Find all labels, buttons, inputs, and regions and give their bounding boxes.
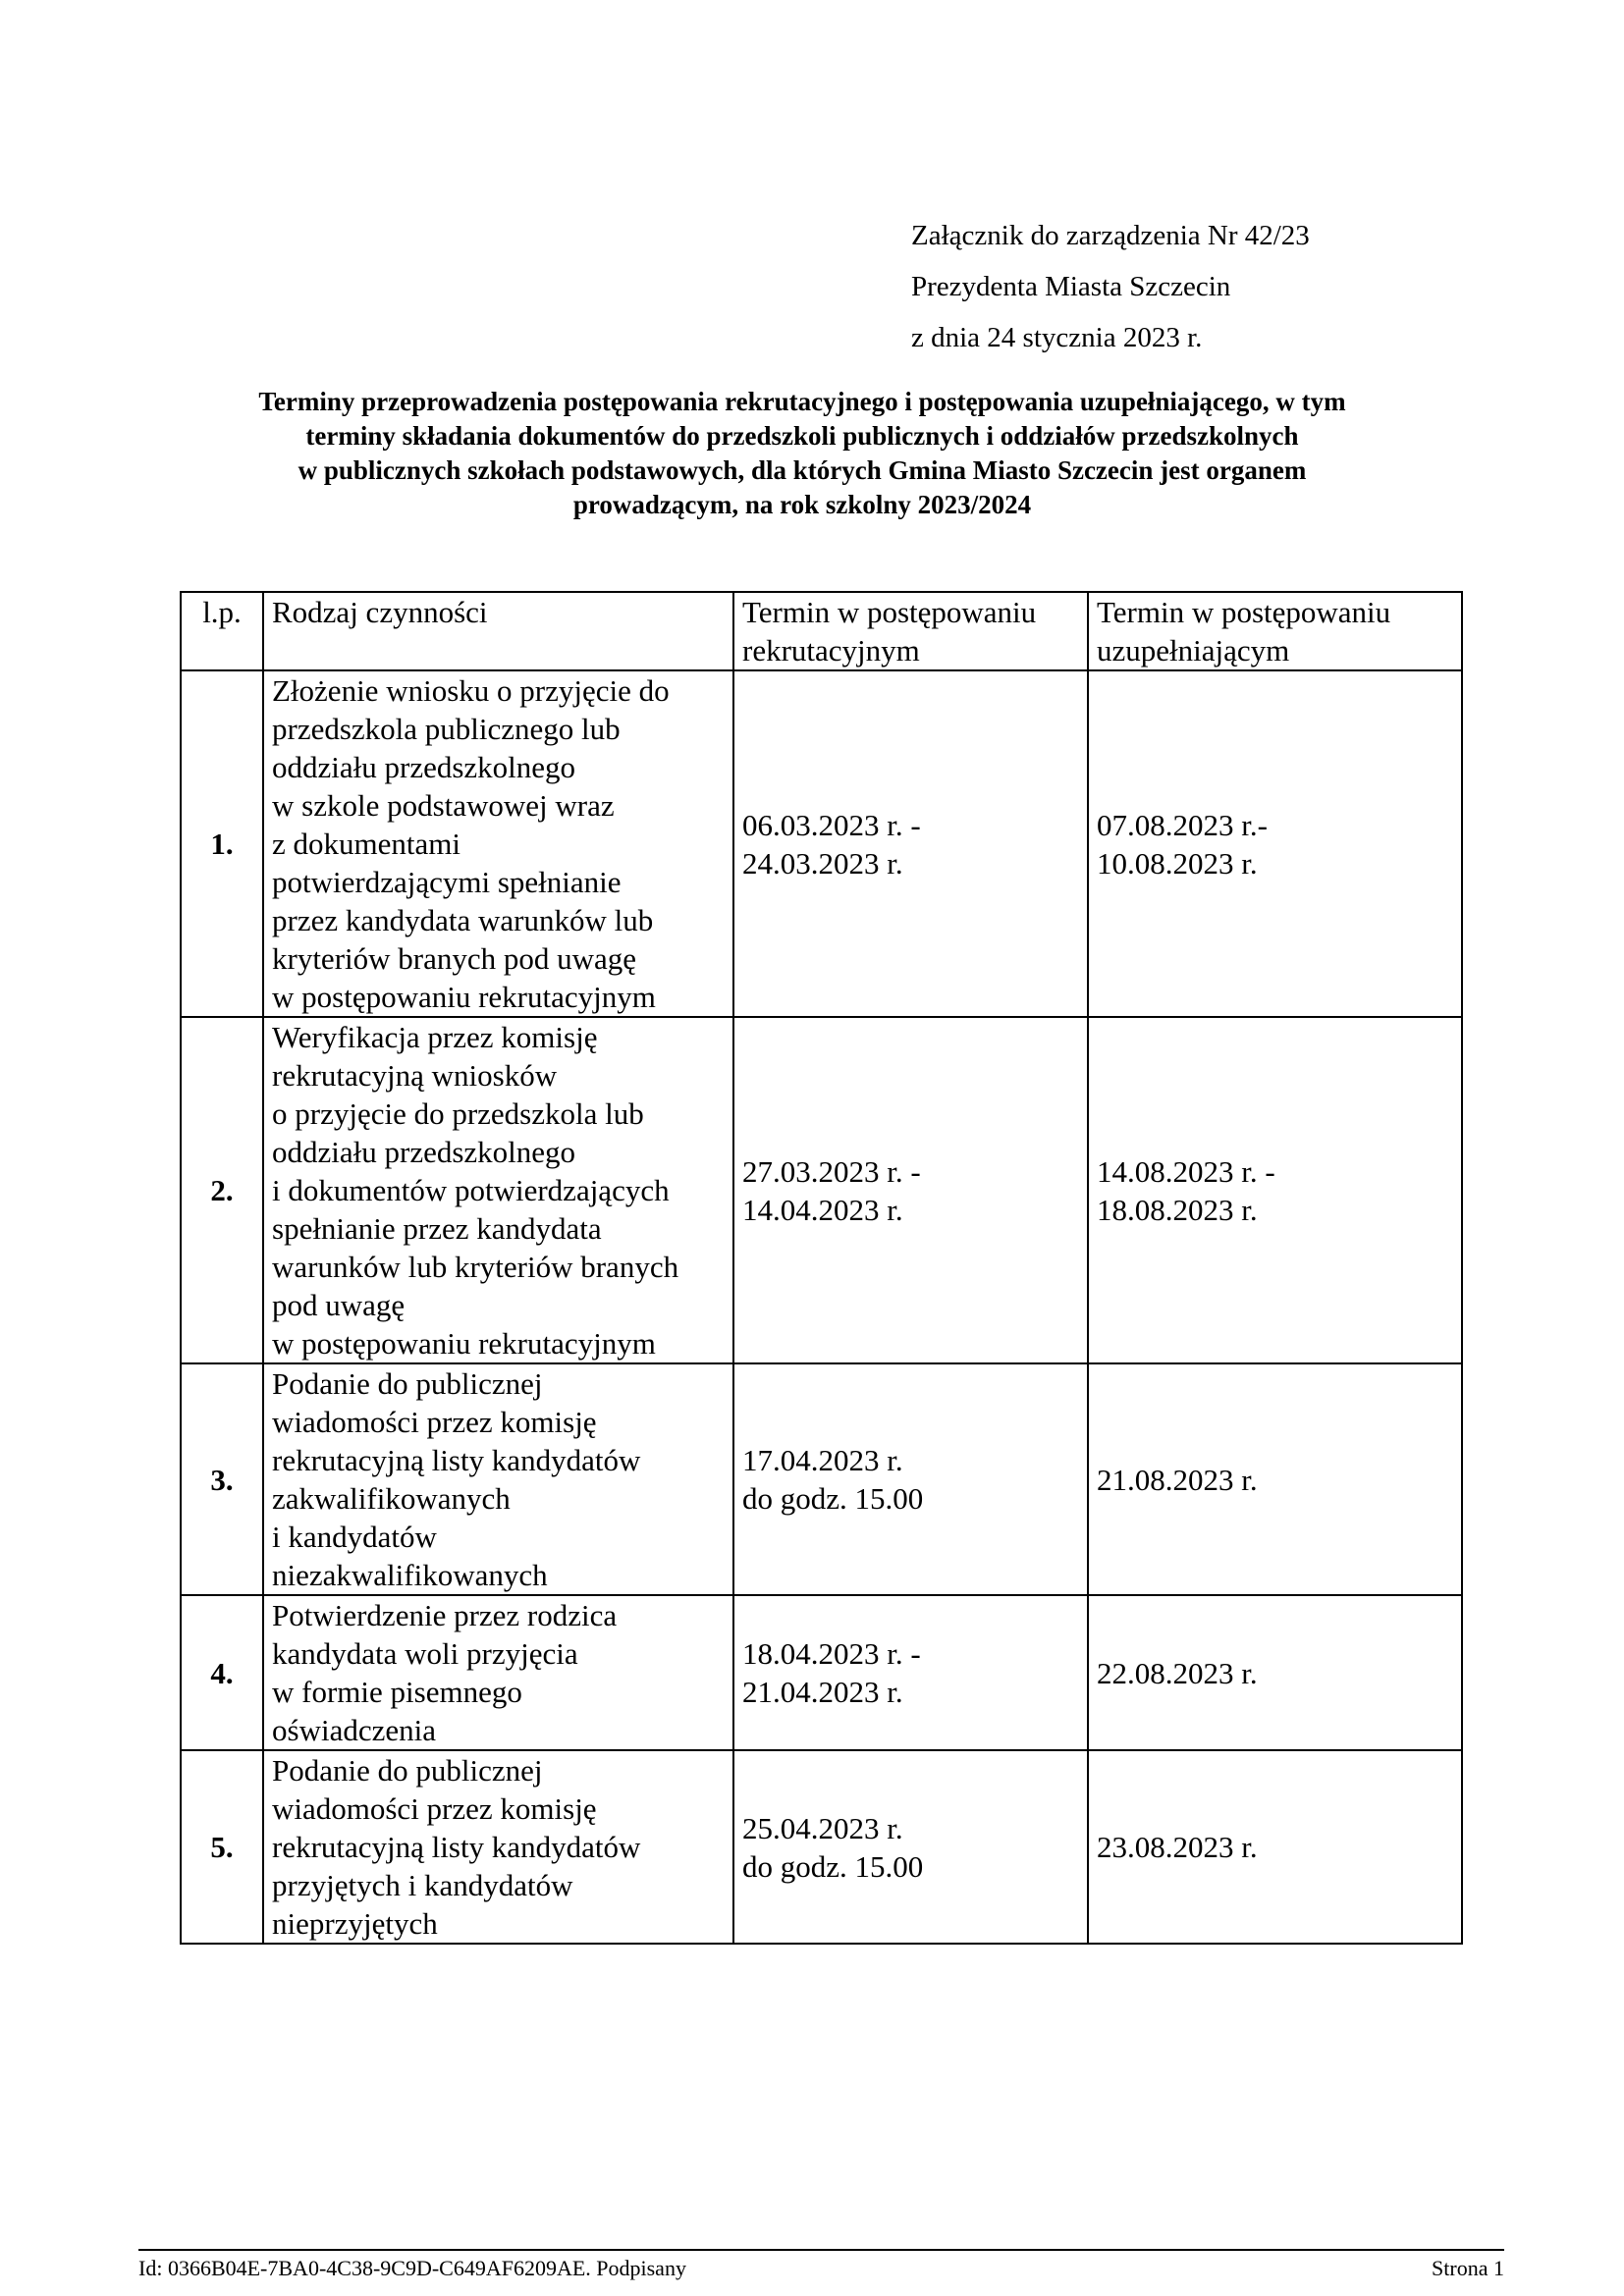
activity-line: przedszkola publicznego lub — [272, 712, 621, 746]
activity-line: przyjętych i kandydatów — [272, 1868, 573, 1902]
activity-line: przez kandydata warunków lub — [272, 903, 654, 937]
activity-line: pod uwagę — [272, 1288, 406, 1322]
activity-line: oddziału przedszkolnego — [272, 750, 576, 784]
supplementary-date-line: 22.08.2023 r. — [1097, 1655, 1258, 1690]
activity-cell — [263, 1017, 733, 1363]
activity-line: Złożenie wniosku o przyjęcie do — [272, 673, 670, 708]
recruitment-date-line: 21.04.2023 r. — [742, 1675, 903, 1709]
activity-line: w postępowaniu rekrutacyjnym — [272, 980, 656, 1014]
recruitment-date-line: 27.03.2023 r. - — [742, 1153, 921, 1189]
attachment-header — [911, 210, 1310, 363]
recruitment-date-line: 14.04.2023 r. — [742, 1192, 903, 1227]
activity-line: i kandydatów — [272, 1520, 437, 1554]
activity-line: niezakwalifikowanych — [272, 1558, 548, 1592]
header-supplementary — [1088, 592, 1462, 670]
recruitment-date-cell — [733, 1363, 1088, 1595]
recruitment-date-line: 24.03.2023 r. — [742, 845, 903, 881]
activity-line: z dokumentami — [272, 827, 460, 861]
table-row — [181, 670, 1462, 1017]
activity-line: rekrutacyjną listy kandydatów — [272, 1830, 641, 1864]
supplementary-date-line: 07.08.2023 r.- — [1097, 807, 1268, 842]
recruitment-date-cell — [733, 670, 1088, 1017]
activity-line: w postępowaniu rekrutacyjnym — [272, 1326, 656, 1361]
row-number: 1. — [181, 670, 263, 1017]
row-number: 5. — [181, 1750, 263, 1944]
activity-cell — [263, 670, 733, 1017]
activity-line: Podanie do publicznej — [272, 1753, 543, 1788]
supplementary-date-line: 18.08.2023 r. — [1097, 1192, 1258, 1227]
supplementary-date-cell — [1088, 1363, 1462, 1595]
activity-line: Podanie do publicznej — [272, 1366, 543, 1401]
header-lp: l.p. — [181, 592, 263, 670]
attachment-line-3: z dnia 24 stycznia 2023 r. — [911, 322, 1203, 353]
recruitment-date-line: do godz. 15.00 — [742, 1848, 924, 1884]
activity-line: w formie pisemnego — [272, 1675, 522, 1709]
header-activity: Rodzaj czynności — [263, 592, 733, 670]
activity-line: kandydata woli przyjęcia — [272, 1636, 578, 1671]
footer-divider — [138, 2249, 1504, 2251]
activity-cell — [263, 1595, 733, 1750]
recruitment-date-line: do godz. 15.00 — [742, 1481, 924, 1516]
table-row — [181, 1363, 1462, 1595]
supplementary-date-cell — [1088, 1595, 1462, 1750]
supplementary-date-cell — [1088, 670, 1462, 1017]
supplementary-date-cell — [1088, 1750, 1462, 1944]
header-supplementary-line: Termin w postępowaniu — [1097, 595, 1391, 629]
activity-line: i dokumentów potwierdzających — [272, 1173, 670, 1207]
recruitment-date-cell — [733, 1750, 1088, 1944]
activity-line: oddziału przedszkolnego — [272, 1135, 576, 1169]
page-number: Strona 1 — [1432, 2256, 1504, 2280]
activity-line: rekrutacyjną listy kandydatów — [272, 1443, 641, 1477]
activity-line: rekrutacyjną wniosków — [272, 1058, 558, 1093]
activity-line: Potwierdzenie przez rodzica — [272, 1598, 618, 1632]
recruitment-date-cell — [733, 1017, 1088, 1363]
activity-line: nieprzyjętych — [272, 1906, 438, 1941]
recruitment-date-line: 18.04.2023 r. - — [742, 1636, 921, 1671]
header-supplementary-line: uzupełniającym — [1097, 633, 1290, 667]
activity-cell — [263, 1363, 733, 1595]
document-title — [147, 385, 1457, 522]
activity-line: Weryfikacja przez komisję — [272, 1020, 598, 1054]
supplementary-date-line: 14.08.2023 r. - — [1097, 1153, 1275, 1189]
recruitment-date-line: 25.04.2023 r. — [742, 1810, 903, 1845]
activity-line: oświadczenia — [272, 1713, 436, 1747]
title-line-1: Terminy przeprowadzenia postępowania rekrutacyjnego i postępowania uzupełniającego, w tym — [258, 387, 1346, 416]
activity-line: w szkole podstawowej wraz — [272, 788, 615, 823]
activity-line: zakwalifikowanych — [272, 1481, 511, 1516]
activity-line: potwierdzającymi spełnianie — [272, 865, 622, 899]
activity-line: wiadomości przez komisję — [272, 1405, 597, 1439]
supplementary-date-cell — [1088, 1017, 1462, 1363]
table-header-row — [181, 592, 1462, 670]
title-line-4: prowadzącym, na rok szkolny 2023/2024 — [572, 490, 1032, 519]
recruitment-date-cell — [733, 1595, 1088, 1750]
attachment-line-1: Załącznik do zarządzenia Nr 42/23 — [911, 220, 1310, 251]
table-row — [181, 1750, 1462, 1944]
table-row — [181, 1017, 1462, 1363]
row-number: 4. — [181, 1595, 263, 1750]
table-row — [181, 1595, 1462, 1750]
row-number: 3. — [181, 1363, 263, 1595]
recruitment-date-line: 17.04.2023 r. — [742, 1443, 903, 1477]
supplementary-date-line: 10.08.2023 r. — [1097, 845, 1258, 881]
schedule-table-body — [181, 592, 1462, 1944]
activity-line: kryteriów branych pod uwagę — [272, 941, 637, 976]
activity-cell — [263, 1750, 733, 1944]
title-line-2: terminy składania dokumentów do przedszkoli publicznych i oddziałów przedszkolnych — [305, 421, 1299, 451]
activity-line: spełnianie przez kandydata — [272, 1211, 602, 1246]
document-id: Id: 0366B04E-7BA0-4C38-9C9D-C649AF6209AE. Podpisany — [138, 2256, 686, 2280]
recruitment-date-line: 06.03.2023 r. - — [742, 807, 921, 842]
header-recruitment — [733, 592, 1088, 670]
header-recruitment-line: rekrutacyjnym — [742, 633, 920, 667]
activity-line: o przyjęcie do przedszkola lub — [272, 1096, 644, 1131]
header-recruitment-line: Termin w postępowaniu — [742, 595, 1037, 629]
row-number: 2. — [181, 1017, 263, 1363]
supplementary-date-line: 23.08.2023 r. — [1097, 1830, 1258, 1864]
activity-line: wiadomości przez komisję — [272, 1791, 597, 1826]
attachment-line-2: Prezydenta Miasta Szczecin — [911, 271, 1231, 302]
supplementary-date-line: 21.08.2023 r. — [1097, 1462, 1258, 1497]
title-line-3: w publicznych szkołach podstawowych, dla których Gmina Miasto Szczecin jest organem — [298, 455, 1307, 485]
schedule-table — [180, 591, 1463, 1945]
activity-line: warunków lub kryteriów branych — [272, 1250, 679, 1284]
